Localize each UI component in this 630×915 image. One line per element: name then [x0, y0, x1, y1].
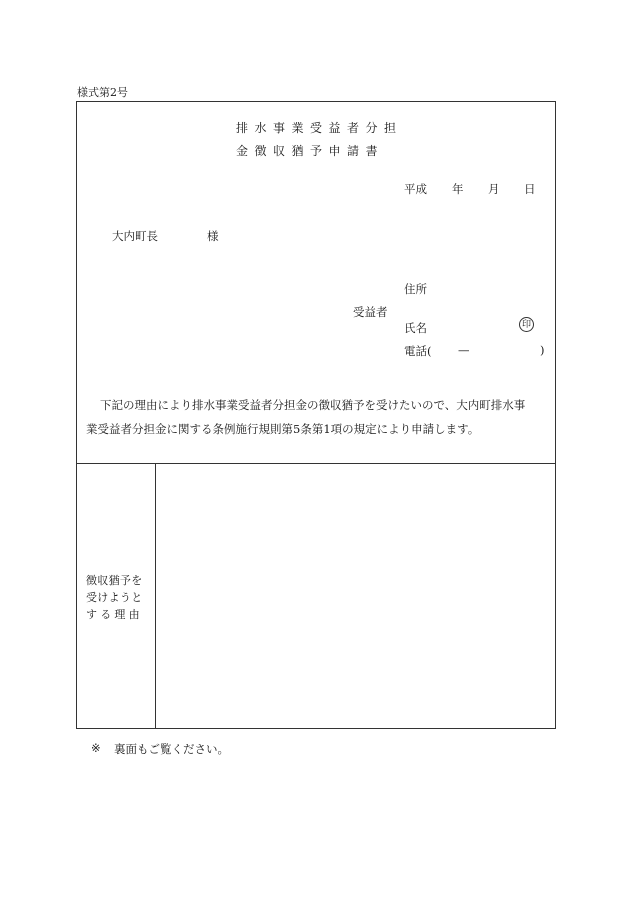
- reason-label-line-2: 受けようと: [86, 591, 143, 604]
- footnote-mark: ※: [91, 741, 101, 755]
- form-number: 様式第2号: [77, 86, 128, 99]
- reason-entry-area[interactable]: [156, 464, 555, 728]
- addressee-honorific: 様: [207, 229, 219, 243]
- form-title-line-2: 金徴収猶予申請書: [236, 144, 385, 158]
- reason-label-line-1: 徴収猶予を: [86, 574, 143, 587]
- applicant-name-label: 氏名: [404, 321, 427, 335]
- date-year-label: 年: [452, 182, 464, 196]
- application-statement-line-2: 業受益者分担金に関する条例施行規則第5条第1項の規定により申請します。: [86, 422, 480, 436]
- date-day-label: 日: [524, 182, 536, 196]
- applicant-label: 受益者: [353, 305, 388, 319]
- form-title-line-1: 排水事業受益者分担: [236, 121, 403, 135]
- addressee-name: 大内町長: [112, 229, 158, 243]
- applicant-phone-label: 電話(: [404, 344, 432, 358]
- phone-close-paren: ): [540, 343, 545, 357]
- seal-icon: 印: [519, 317, 534, 332]
- footnote-text: 裏面もご覧ください。: [114, 742, 229, 756]
- phone-separator: —: [458, 343, 470, 357]
- date-era-label: 平成: [404, 182, 427, 196]
- reason-label-line-3: する理由: [86, 608, 143, 621]
- date-month-label: 月: [488, 182, 500, 196]
- applicant-address-label: 住所: [404, 282, 427, 296]
- application-statement-line-1: 下記の理由により排水事業受益者分担金の徴収猶予を受けたいので、大内町排水事: [100, 398, 526, 412]
